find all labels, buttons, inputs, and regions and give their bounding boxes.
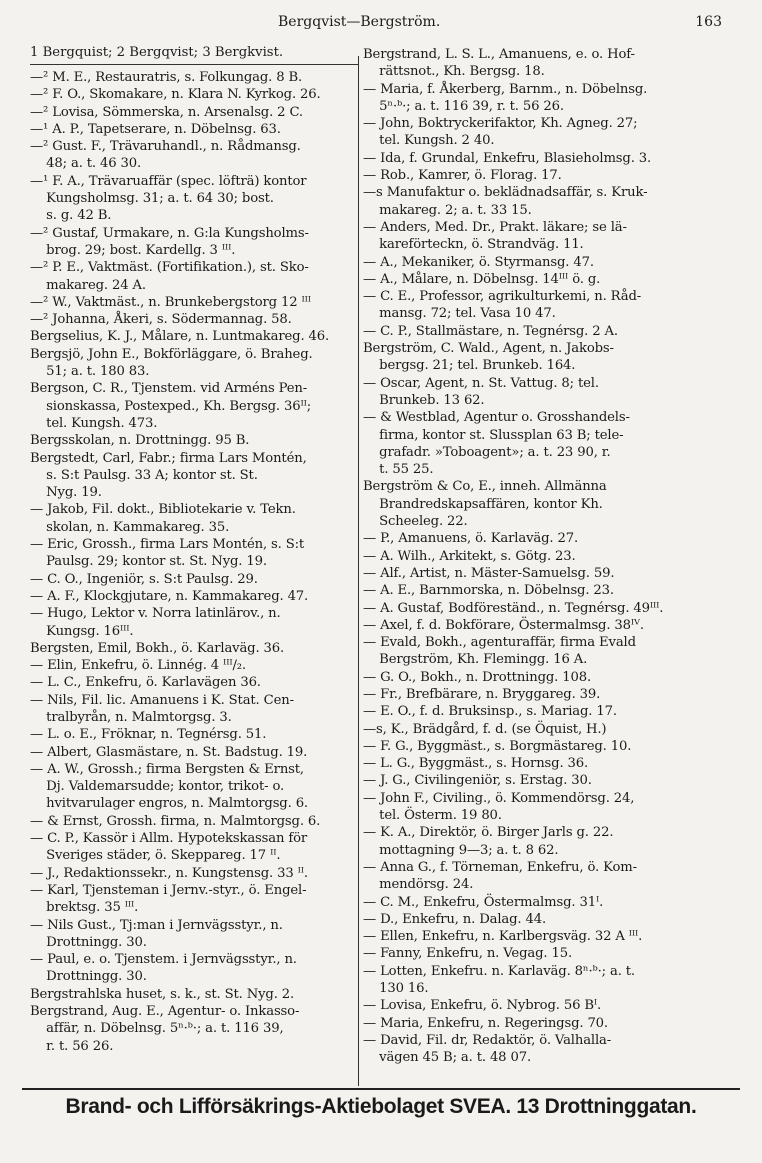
footer-rule xyxy=(22,1088,740,1090)
directory-entry-line: tel. Kungsh. 2 40. xyxy=(363,133,495,149)
directory-entry-line: — Ellen, Enkefru, n. Karlbergsväg. 32 A ᴵᴵᴵ. xyxy=(363,929,643,945)
directory-entry-line: — L. C., Enkefru, ö. Karlavägen 36. xyxy=(30,675,261,691)
directory-entry-line: Brunkeb. 13 62. xyxy=(363,392,485,408)
directory-entry-line: —² M. E., Restauratris, s. Folkungag. 8 B. xyxy=(30,70,303,85)
directory-entry-line: makareg. 24 A. xyxy=(30,277,146,293)
directory-entry-line: — L. G., Byggmäst., s. Hornsg. 36. xyxy=(363,756,589,772)
directory-entry-line: —² F. O., Skomakare, n. Klara N. Kyrkog. 26. xyxy=(30,87,321,103)
directory-entry-line: — G. O., Bokh., n. Drottningg. 108. xyxy=(363,669,592,685)
directory-entry-line: — Eric, Grossh., firma Lars Montén, s. S:t xyxy=(30,537,305,553)
directory-entry-line: —¹ F. A., Trävaruaffär (spec. löfträ) kontor xyxy=(30,173,307,189)
directory-entry-line: —² Gust. F., Trävaruhandl., n. Rådmansg. xyxy=(30,139,301,155)
directory-entry-line: kareförteckn, ö. Strandväg. 11. xyxy=(363,237,584,253)
directory-entry-line: Bergselius, K. J., Målare, n. Luntmakareg. 46. xyxy=(30,329,330,345)
directory-entry-line: —¹ A. P., Tapetserare, n. Döbelnsg. 63. xyxy=(30,121,281,137)
directory-entry-line: — Hugo, Lektor v. Norra latinlärov., n. xyxy=(30,606,281,622)
directory-entry-line: — A., Målare, n. Döbelnsg. 14ᴵᴵᴵ ö. g. xyxy=(363,271,601,287)
directory-entry-line: firma, kontor st. Slussplan 63 B; tele- xyxy=(363,427,624,443)
directory-entry-line: — & Westblad, Agentur o. Grosshandels- xyxy=(363,410,630,426)
directory-entry-line: — J., Redaktionssekr., n. Kungstensg. 33 ᴵᴵ. xyxy=(30,865,308,881)
directory-entry-line: Bergstrand, L. S. L., Amanuens, e. o. Hof- xyxy=(363,47,635,62)
directory-entry-line: — Maria, f. Åkerberg, Barnm., n. Döbelnsg. xyxy=(363,81,648,97)
directory-entry-line: Brandredskapsaffären, kontor Kh. xyxy=(363,496,603,512)
directory-entry-line: — Lotten, Enkefru. n. Karlaväg. 8ⁿ·ᵇ·; a. t. xyxy=(363,963,635,979)
directory-entry-line: r. t. 56 26. xyxy=(30,1038,114,1054)
directory-entry-line: tralbyrån, n. Malmtorgsg. 3. xyxy=(30,709,232,725)
page-header xyxy=(22,14,722,36)
directory-entry-line: skolan, n. Kammakareg. 35. xyxy=(30,519,230,535)
directory-entry-line: — K. A., Direktör, ö. Birger Jarls g. 22. xyxy=(363,825,614,841)
page-number: 163 xyxy=(695,14,722,30)
directory-entry-line: vägen 45 B; a. t. 48 07. xyxy=(363,1050,531,1066)
directory-entry-line: Drottningg. 30. xyxy=(30,934,147,950)
right-entries xyxy=(363,46,718,1067)
directory-entry-line: 51; a. t. 180 83. xyxy=(30,364,150,380)
directory-entry-line: Nyg. 19. xyxy=(30,485,102,501)
directory-entry-line: —² Gustaf, Urmakare, n. G:la Kungsholms- xyxy=(30,225,309,241)
directory-entry-line: rättsnot., Kh. Bergsg. 18. xyxy=(363,64,545,80)
directory-entry-line: — Lovisa, Enkefru, ö. Nybrog. 56 Bᴵ. xyxy=(363,998,602,1014)
directory-entry-line: — A. W., Grossh.; firma Bergsten & Ernst, xyxy=(30,761,304,777)
directory-entry-line: Kungsg. 16ᴵᴵᴵ. xyxy=(30,623,134,639)
directory-entry-line: — Karl, Tjensteman i Jernv.-styr., ö. Engel- xyxy=(30,882,307,898)
directory-entry-line: — Albert, Glasmästare, n. St. Badstug. 19. xyxy=(30,744,308,760)
directory-entry-line: affär, n. Döbelnsg. 5ⁿ·ᵇ·; a. t. 116 39, xyxy=(30,1021,284,1037)
directory-entry-line: — D., Enkefru, n. Dalag. 44. xyxy=(363,911,547,927)
directory-entry-line: — Oscar, Agent, n. St. Vattug. 8; tel. xyxy=(363,375,599,391)
directory-entry-line: mansg. 72; tel. Vasa 10 47. xyxy=(363,306,556,322)
directory-entry-line: — Jakob, Fil. dokt., Bibliotekarie v. Tekn. xyxy=(30,502,296,518)
directory-entry-line: hvitvarulager engros, n. Malmtorgsg. 6. xyxy=(30,796,308,812)
directory-entry-line: Paulsg. 29; kontor st. St. Nyg. 19. xyxy=(30,554,267,570)
directory-entry-line: — A. Wilh., Arkitekt, s. Götg. 23. xyxy=(363,548,576,564)
directory-entry-line: — F. G., Byggmäst., s. Borgmästareg. 10. xyxy=(363,738,632,754)
directory-entry-line: — P., Amanuens, ö. Karlaväg. 27. xyxy=(363,531,578,547)
running-title: Bergqvist—Bergström. xyxy=(278,14,441,30)
directory-entry-line: Drottningg. 30. xyxy=(30,969,147,985)
directory-entry-line: — Anna G., f. Törneman, Enkefru, ö. Kom- xyxy=(363,859,637,875)
directory-entry-line: 130 16. xyxy=(363,981,429,997)
directory-entry-line: — Fanny, Enkefru, n. Vegag. 15. xyxy=(363,946,572,962)
directory-entry-line: —s Manufaktur o. beklädnadsaffär, s. Kruk- xyxy=(363,185,648,201)
directory-entry-line: tel. Kungsh. 473. xyxy=(30,415,158,431)
directory-entry-line: —² P. E., Vaktmäst. (Fortifikation.), st. Sko- xyxy=(30,260,309,276)
directory-entry-line: mendörsg. 24. xyxy=(363,877,474,893)
directory-entry-line: Bergström, Kh. Flemingg. 16 A. xyxy=(363,652,588,668)
directory-entry-line: Scheeleg. 22. xyxy=(363,514,468,530)
directory-entry-line: — Evald, Bokh., agenturaffär, firma Evald xyxy=(363,635,636,651)
directory-entry-line: —² Johanna, Åkeri, s. Södermannag. 58. xyxy=(30,312,292,328)
directory-entry-line: Bergson, C. R., Tjenstem. vid Arméns Pen- xyxy=(30,381,308,397)
directory-entry-line: t. 55 25. xyxy=(363,462,434,478)
directory-entry-line: — John F., Civiling., ö. Kommendörsg. 24, xyxy=(363,790,635,806)
directory-entry-line: — John, Boktryckerifaktor, Kh. Agneg. 27; xyxy=(363,116,638,132)
directory-entry-line: — A. E., Barnmorska, n. Döbelnsg. 23. xyxy=(363,583,614,599)
name-variants-heading: 1 Bergquist; 2 Bergqvist; 3 Bergkvist. xyxy=(30,46,358,65)
advertisement-footer: Brand- och Lifförsäkrings-Aktiebolaget SVEA. 13 Drottninggatan. xyxy=(65,1095,697,1118)
directory-entry-line: sionskassa, Postexped., Kh. Bergsg. 36ᴵᴵ; xyxy=(30,398,312,414)
directory-entry-line: s. g. 42 B. xyxy=(30,208,112,224)
directory-entry-line: — David, Fil. dr, Redaktör, ö. Valhalla- xyxy=(363,1032,612,1048)
directory-entry-line: — E. O., f. d. Bruksinsp., s. Mariag. 17. xyxy=(363,704,617,720)
directory-entry-line: — & Ernst, Grossh. firma, n. Malmtorgsg. 6. xyxy=(30,813,321,829)
directory-entry-line: brektsg. 35 ᴵᴵᴵ. xyxy=(30,900,139,916)
directory-entry-line: — Rob., Kamrer, ö. Florag. 17. xyxy=(363,168,562,184)
directory-entry-line: —s, K., Brädgård, f. d. (se Öquist, H.) xyxy=(363,721,607,737)
directory-entry-line: — C. O., Ingeniör, s. S:t Paulsg. 29. xyxy=(30,571,258,587)
directory-entry-line: — Nils Gust., Tj:man i Jernvägsstyr., n. xyxy=(30,917,283,933)
directory-entry-line: — Axel, f. d. Bokförare, Östermalmsg. 38ᴵⱽ. xyxy=(363,617,644,633)
directory-entry-line: Kungsholmsg. 31; a. t. 64 30; bost. xyxy=(30,191,274,207)
directory-entry-line: 48; a. t. 46 30. xyxy=(30,156,142,172)
directory-entry-line: —² W., Vaktmäst., n. Brunkebergstorg 12 ᴵᴵᴵ xyxy=(30,294,311,310)
directory-entry-line: Dj. Valdemarsudde; kontor, trikot- o. xyxy=(30,779,285,795)
directory-entry-line: makareg. 2; a. t. 33 15. xyxy=(363,202,532,218)
directory-entry-line: Bergström & Co, E., inneh. Allmänna xyxy=(363,479,607,495)
directory-entry-line: Bergsskolan, n. Drottningg. 95 B. xyxy=(30,433,250,449)
directory-entry-line: mottagning 9—3; a. t. 8 62. xyxy=(363,842,559,858)
directory-entry-line: grafadr. »Toboagent»; a. t. 23 90, r. xyxy=(363,444,611,460)
directory-entry-line: — J. G., Civilingeniör, s. Erstag. 30. xyxy=(363,773,592,789)
directory-entry-line: — L. o. E., Fröknar, n. Tegnérsg. 51. xyxy=(30,727,267,743)
right-column xyxy=(363,46,718,1067)
directory-entry-line: Bergström, C. Wald., Agent, n. Jakobs- xyxy=(363,341,614,357)
left-entries xyxy=(30,69,355,1055)
directory-entry-line: — Nils, Fil. lic. Amanuens i K. Stat. Cen- xyxy=(30,692,294,708)
directory-entry-line: — C. P., Kassör i Allm. Hypotekskassan för xyxy=(30,831,308,847)
directory-entry-line: — C. E., Professor, agrikulturkemi, n. Råd- xyxy=(363,289,642,305)
directory-entry-line: — Anders, Med. Dr., Prakt. läkare; se lä- xyxy=(363,219,627,235)
directory-entry-line: — A. Gustaf, Bodföreständ., n. Tegnérsg. 49ᴵᴵᴵ. xyxy=(363,600,664,616)
directory-entry-line: bergsg. 21; tel. Brunkeb. 164. xyxy=(363,358,576,374)
directory-entry-line: — C. M., Enkefru, Östermalmsg. 31ᴵ. xyxy=(363,894,604,910)
directory-entry-line: s. S:t Paulsg. 33 A; kontor st. St. xyxy=(30,467,258,483)
directory-entry-line: — Paul, e. o. Tjenstem. i Jernvägsstyr., n. xyxy=(30,952,297,968)
directory-entry-line: tel. Österm. 19 80. xyxy=(363,808,502,824)
left-column xyxy=(30,46,355,1055)
directory-entry-line: — A., Mekaniker, ö. Styrmansg. 47. xyxy=(363,254,594,270)
directory-entry-line: — Elin, Enkefru, ö. Linnég. 4 ᴵᴵᴵ/₂. xyxy=(30,658,246,674)
directory-entry-line: 5ⁿ·ᵇ·; a. t. 116 39, r. t. 56 26. xyxy=(363,98,564,114)
directory-entry-line: Bergsten, Emil, Bokh., ö. Karlaväg. 36. xyxy=(30,640,285,656)
directory-entry-line: brog. 29; bost. Kardellg. 3 ᴵᴵᴵ. xyxy=(30,242,236,258)
directory-entry-line: — Ida, f. Grundal, Enkefru, Blasieholmsg. 3. xyxy=(363,150,652,166)
directory-entry-line: — Fr., Brefbärare, n. Bryggareg. 39. xyxy=(363,686,601,702)
directory-entry-line: — Maria, Enkefru, n. Regeringsg. 70. xyxy=(363,1015,608,1031)
directory-entry-line: — Alf., Artist, n. Mäster-Samuelsg. 59. xyxy=(363,565,615,581)
directory-entry-line: Bergsjö, John E., Bokförläggare, ö. Braheg. xyxy=(30,346,313,362)
column-divider xyxy=(358,56,359,1086)
directory-entry-line: — C. P., Stallmästare, n. Tegnérsg. 2 A. xyxy=(363,323,618,339)
directory-entry-line: Sveriges städer, ö. Skeppareg. 17 ᴵᴵ. xyxy=(30,848,281,864)
directory-entry-line: Bergstrahlska huset, s. k., st. St. Nyg. 2. xyxy=(30,986,295,1002)
directory-entry-line: Bergstrand, Aug. E., Agentur- o. Inkasso- xyxy=(30,1004,300,1020)
directory-entry-line: Bergstedt, Carl, Fabr.; firma Lars Montén, xyxy=(30,450,307,466)
directory-entry-line: —² Lovisa, Sömmerska, n. Arsenalsg. 2 C. xyxy=(30,104,303,120)
directory-entry-line: — A. F., Klockgjutare, n. Kammakareg. 47. xyxy=(30,588,309,604)
